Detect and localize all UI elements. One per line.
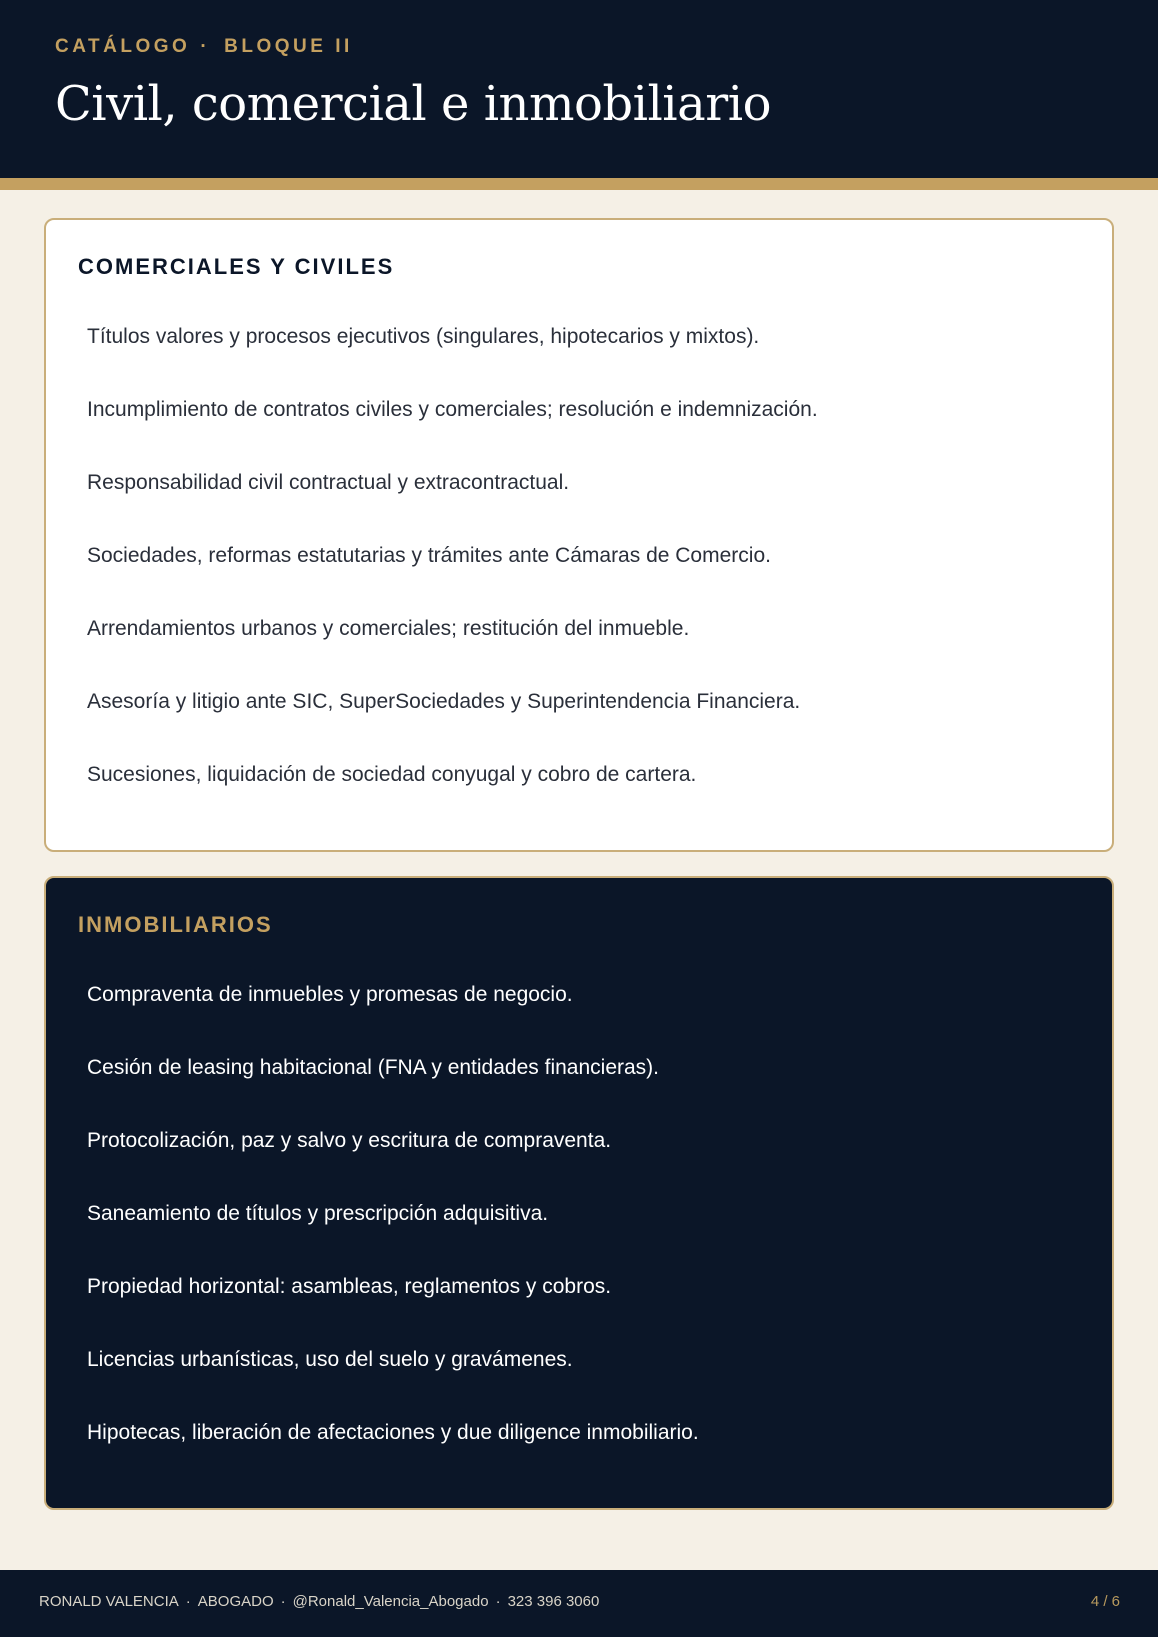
page-number: 4 / 6 xyxy=(1090,1593,1120,1610)
footer-separator: · xyxy=(185,1593,191,1610)
card-heading: INMOBILIARIOS xyxy=(78,912,273,937)
footer-handle: @Ronald_Valencia_Abogado xyxy=(292,1593,489,1610)
kicker-block: BLOQUE II xyxy=(224,36,353,57)
footer-separator: · xyxy=(495,1593,501,1610)
list-item: Sociedades, reformas estatutarias y trámites ante Cámaras de Comercio. xyxy=(87,544,771,567)
page-title: Civil, comercial e inmobiliario xyxy=(55,76,771,132)
list-item: Cesión de leasing habitacional (FNA y entidades financieras). xyxy=(87,1056,659,1079)
list-item: Asesoría y litigio ante SIC, SuperSociedades y Superintendencia Financiera. xyxy=(87,690,801,713)
page-footer xyxy=(0,1570,1158,1637)
list-item: Compraventa de inmuebles y promesas de negocio. xyxy=(87,983,573,1006)
list-item: Propiedad horizontal: asambleas, reglamentos y cobros. xyxy=(87,1275,612,1298)
list-item: Sucesiones, liquidación de sociedad conyugal y cobro de cartera. xyxy=(87,763,697,786)
list-item: Arrendamientos urbanos y comerciales; restitución del inmueble. xyxy=(87,617,690,640)
kicker-separator: · xyxy=(200,36,211,57)
list-item: Licencias urbanísticas, uso del suelo y gravámenes. xyxy=(87,1348,573,1371)
header-divider xyxy=(0,178,1158,190)
footer-name: RONALD VALENCIA xyxy=(39,1593,179,1610)
list-item: Saneamiento de títulos y prescripción adquisitiva. xyxy=(87,1202,549,1225)
list-item: Títulos valores y procesos ejecutivos (singulares, hipotecarios y mixtos). xyxy=(87,325,760,348)
footer-contact xyxy=(39,1593,599,1610)
service-list xyxy=(87,980,699,1491)
kicker-catalog: CATÁLOGO xyxy=(55,36,191,57)
list-item: Protocolización, paz y salvo y escritura de compraventa. xyxy=(87,1129,612,1152)
section-kicker xyxy=(55,36,353,58)
footer-phone: 323 396 3060 xyxy=(507,1593,600,1610)
service-list xyxy=(87,322,818,833)
list-item: Hipotecas, liberación de afectaciones y due diligence inmobiliario. xyxy=(87,1421,699,1444)
page-header xyxy=(0,0,1158,178)
card-inmobiliarios xyxy=(44,876,1114,1510)
card-heading: COMERCIALES Y CIVILES xyxy=(78,254,395,279)
list-item: Responsabilidad civil contractual y extracontractual. xyxy=(87,471,570,494)
footer-role: ABOGADO xyxy=(197,1593,274,1610)
list-item: Incumplimiento de contratos civiles y comerciales; resolución e indemnización. xyxy=(87,398,818,421)
card-comerciales-civiles xyxy=(44,218,1114,852)
footer-separator: · xyxy=(280,1593,286,1610)
